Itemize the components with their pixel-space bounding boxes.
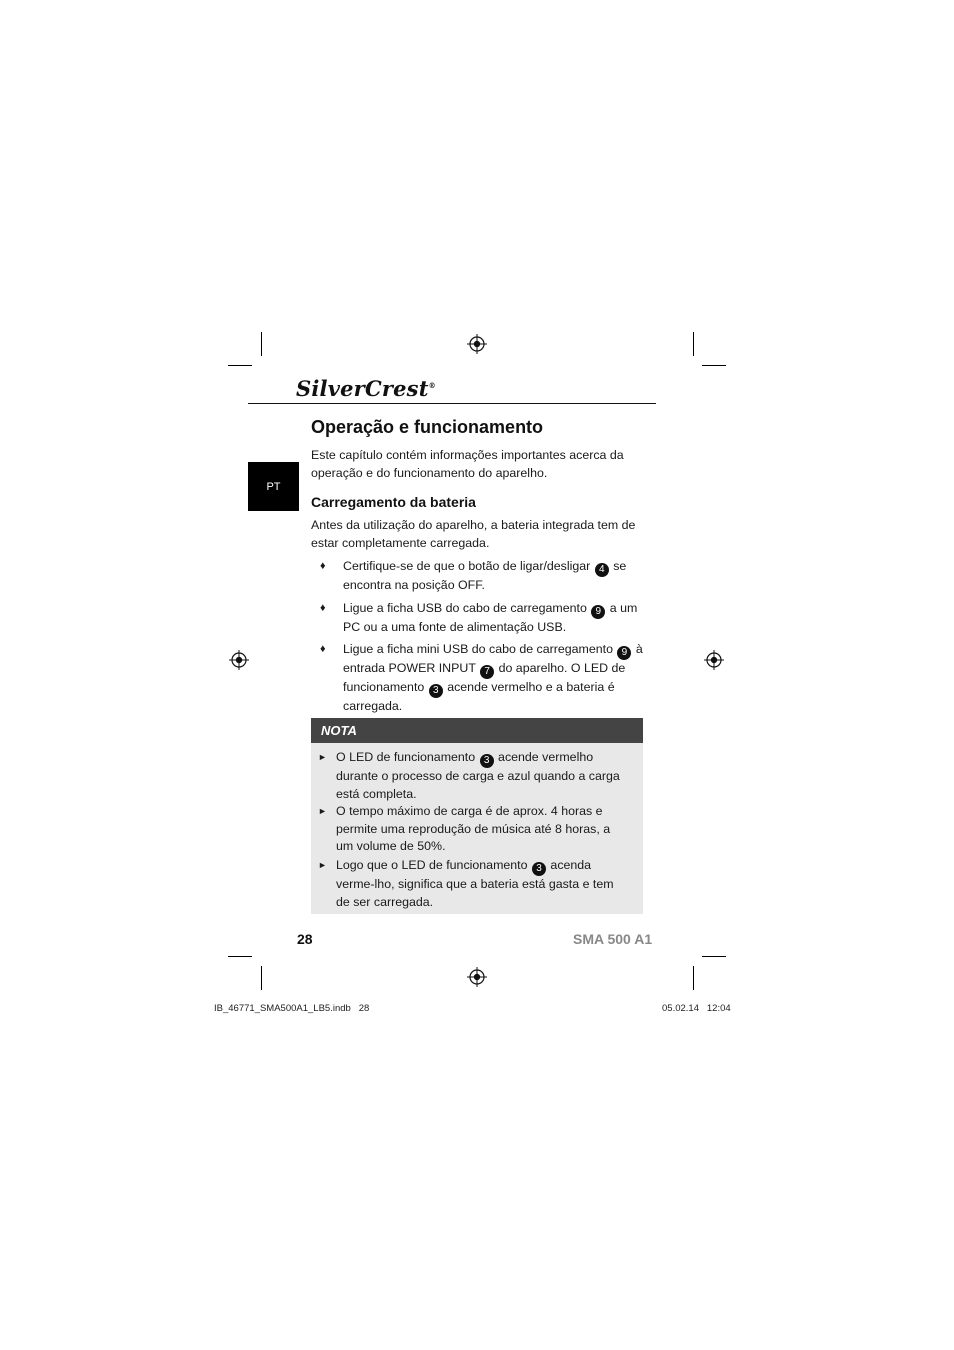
crop-mark: [228, 956, 252, 957]
arrow-right-icon: ►: [318, 860, 327, 870]
imprint-date: 05.02.14 12:04: [662, 1003, 731, 1014]
page-number: 28: [297, 931, 313, 947]
imprint-file: IB_46771_SMA500A1_LB5.indb 28: [214, 1003, 370, 1014]
diamond-bullet-icon: ♦: [320, 560, 326, 572]
crosshair-registration-icon: [229, 650, 249, 670]
language-tab: PT: [248, 462, 299, 511]
model-name: SMA 500 A1: [573, 931, 653, 947]
intro-paragraph: Este capítulo contém informações importantes acerca da operação e do funcionamento do aparelho.: [311, 448, 624, 480]
crop-mark: [702, 365, 726, 366]
crosshair-registration-icon: [467, 967, 487, 987]
step-item: Certifique-se de que o botão de ligar/desligar 4 se encontra na posição OFF.: [343, 559, 627, 592]
brand-logo: SilverCrest®: [296, 376, 436, 401]
part-number-badge: 9: [617, 646, 631, 660]
page-title: Operação e funcionamento: [311, 417, 544, 437]
arrow-right-icon: ►: [318, 752, 327, 762]
part-number-badge: 3: [429, 684, 443, 698]
step-item: Ligue a ficha mini USB do cabo de carregamento 9 à entrada POWER INPUT 7 do aparelho. O LED de funcionamento 3 acende vermelho e a bateria é carregada.: [343, 642, 643, 713]
crop-mark: [693, 966, 694, 990]
crop-mark: [702, 956, 726, 957]
crop-mark: [228, 365, 252, 366]
note-item: O tempo máximo de carga é de aprox. 4 horas e permite uma reprodução de música até 8 horas, a um volume de 50%.: [336, 804, 611, 853]
part-number-badge: 9: [591, 605, 605, 619]
crosshair-registration-icon: [704, 650, 724, 670]
section-intro: Antes da utilização do aparelho, a bateria integrada tem de estar completamente carregada.: [311, 518, 636, 550]
part-number-badge: 3: [480, 754, 494, 768]
arrow-right-icon: ►: [318, 806, 327, 816]
step-item: Ligue a ficha USB do cabo de carregamento 9 a um PC ou a uma fonte de alimentação USB.: [343, 601, 638, 634]
header-rule: [248, 403, 656, 404]
part-number-badge: 3: [532, 862, 546, 876]
note-item: O LED de funcionamento 3 acende vermelho durante o processo de carga e azul quando a carga está completa.: [336, 750, 620, 801]
diamond-bullet-icon: ♦: [320, 643, 326, 655]
diamond-bullet-icon: ♦: [320, 602, 326, 614]
section-title: Carregamento da bateria: [311, 494, 476, 510]
part-number-badge: 7: [480, 665, 494, 679]
part-number-badge: 4: [595, 563, 609, 577]
note-item: Logo que o LED de funcionamento 3 acenda verme-lho, significa que a bateria está gasta e tem de ser carregada.: [336, 858, 614, 909]
crop-mark: [693, 332, 694, 356]
crosshair-registration-icon: [467, 334, 487, 354]
crop-mark: [261, 966, 262, 990]
crop-mark: [261, 332, 262, 356]
note-heading: NOTA: [311, 718, 643, 743]
